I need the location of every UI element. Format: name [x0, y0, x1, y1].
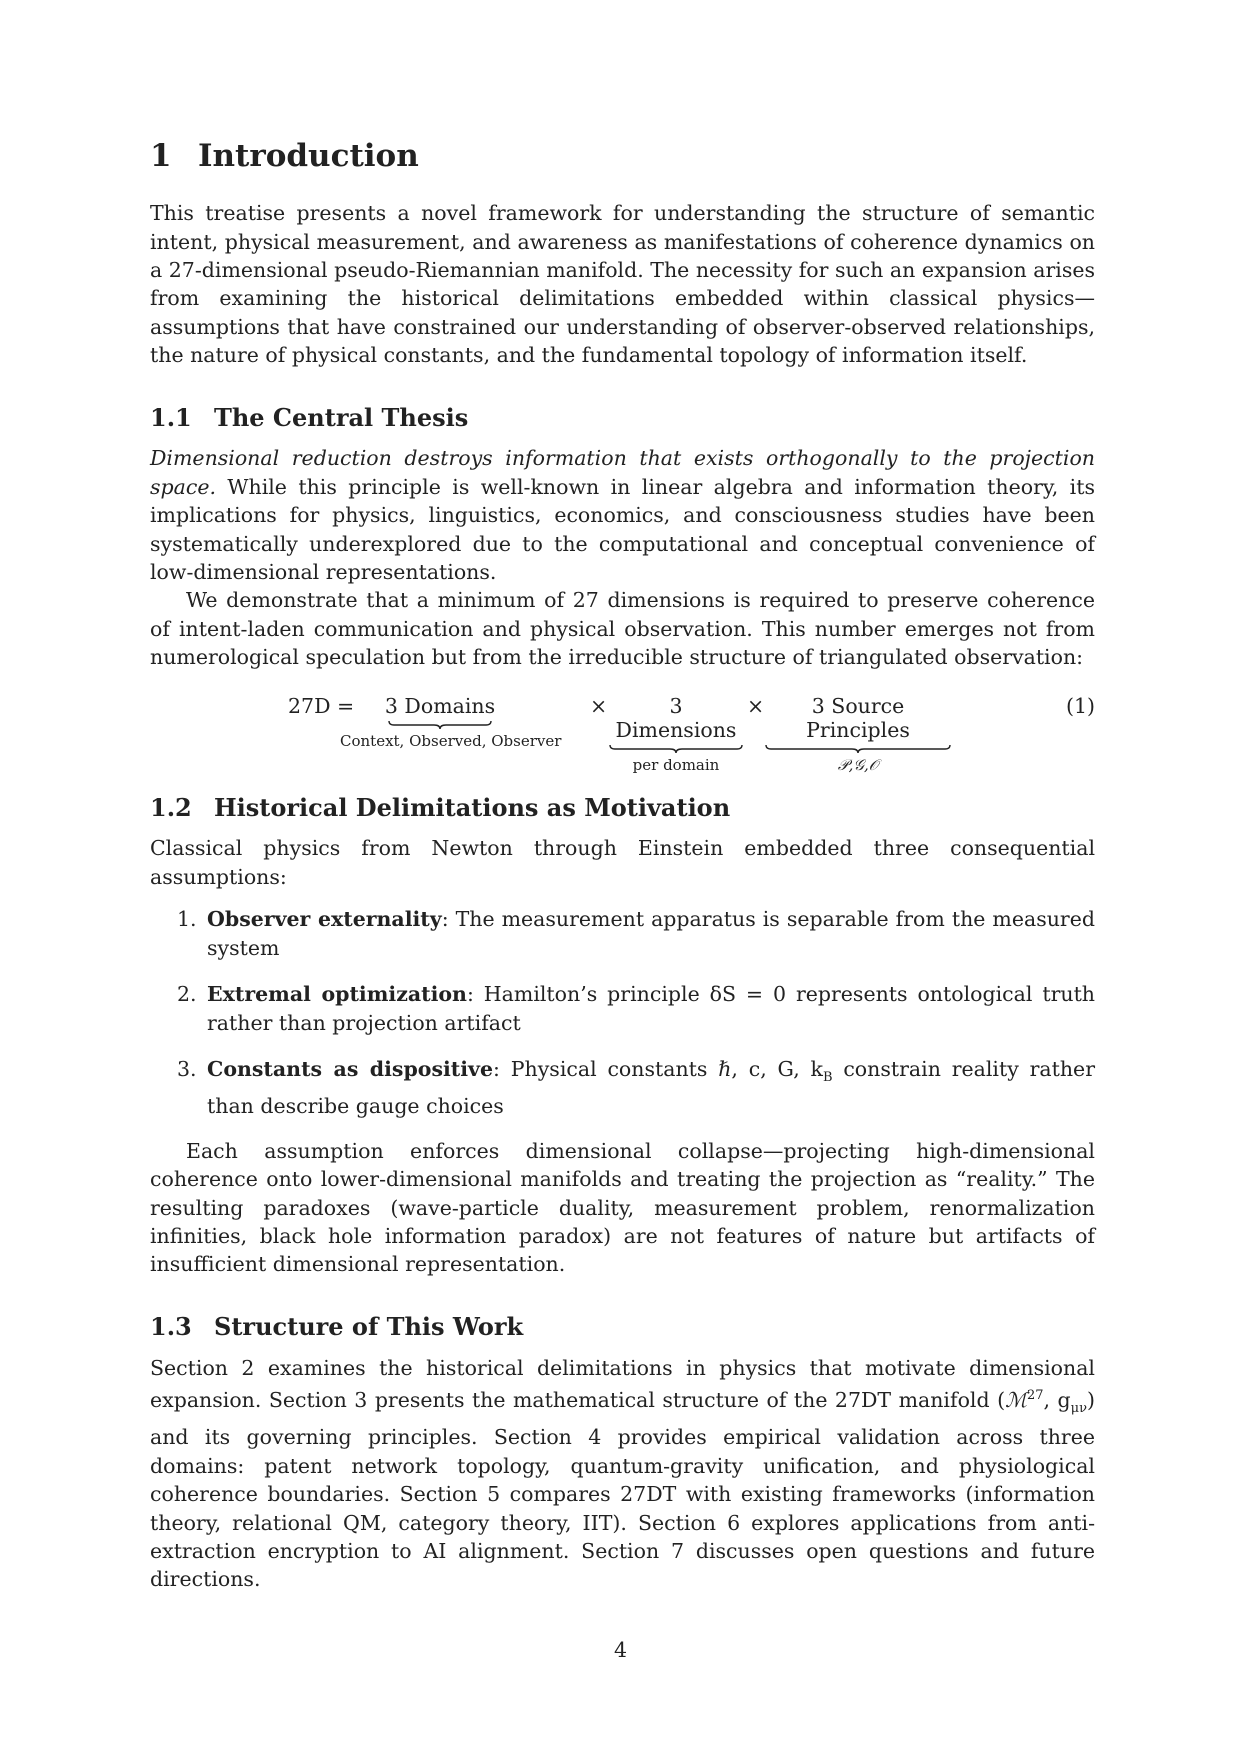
structure-paragraph: Section 2 examines the historical delimitations in physics that motivate dimensional expansion. Section 3 presents the mathematical structure of the 27DT manifold (ℳ$^{27}$, $g_{\mu\nu}$) and its governing principles. Section 4 provides empirical validation across three domains: patent network topology, quantum-gravity unification, and physiological coherence boundaries. Section 5 compares 27DT with existing frameworks (information theory, relational QM, category theory, IIT). Section 6 explores applications from anti-extraction encryption to AI alignment. Section 7 discusses open questions and future directions. — [150, 1355, 1096, 1592]
subsection-title: Historical Delimitations as Motivation — [214, 792, 731, 822]
equation-term-dimensions: 3 Dimensions per domain — [606, 694, 746, 774]
subsection-number: 1.2 — [150, 792, 192, 822]
list-item: 3. Constants as dispositive: Physical constants ℏ, c, G, $k_B$ constrain reality rather than describe gauge choices — [177, 1056, 1095, 1119]
section-number: 1 — [150, 138, 172, 174]
subsection-heading-1-3 — [150, 1313, 1095, 1342]
intro-paragraph: This treatise presents a novel framework for understanding the structure of semantic intent, physical measurement, and awareness as manifestations of coherence dynamics on a 27-dimensional pseudo-Riemannian manifold. The necessity for such an expansion arises from examining the historical delimitations embedded within classical physics—assumptions that have constrained our understanding of observer-observed relationships, the nature of physical constants, and the fundamental topology of information itself. — [150, 201, 1095, 368]
thesis-paragraph — [150, 444, 1095, 586]
times-symbol-2: × — [747, 693, 765, 718]
thesis-statement: Dimensional reduction destroys information that exists orthogonally to the projection space. — [150, 446, 1095, 499]
subsection-title: Structure of This Work — [214, 1311, 524, 1341]
equation-1 — [150, 688, 1095, 774]
underbrace-icon — [609, 744, 743, 754]
assumptions-lead: Classical physics from Newton through Einstein embedded three consequential assumptions: — [150, 836, 1095, 889]
thesis-rest: While this principle is well-known in linear algebra and information theory, its implications for physics, linguistics, economics, and consciousness studies have been systematically underexplored due to the computational and conceptual convenience of low-dimensional representations. — [150, 474, 1095, 585]
underbrace-icon — [765, 744, 951, 754]
subsection-number: 1.3 — [150, 1311, 192, 1341]
assumptions-closing: Each assumption enforces dimensional collapse—projecting high-dimensional coherence onto lower-dimensional manifolds and treating the projection as “reality.” The resulting paradoxes (wave-particle duality, measurement problem, renormalization infinities, black hole information paradox) are not features of nature but artifacts of insufficient dimensional representation. — [150, 1138, 1095, 1277]
section-title: Introduction — [198, 138, 419, 174]
subsection-heading-1-1 — [150, 404, 1095, 433]
thesis-paragraph-2: We demonstrate that a minimum of 27 dimensions is required to preserve coherence of intent-laden communication and physical observation. This number emerges not from numerological speculation but from the irreducible structure of triangulated observation: — [150, 588, 1095, 670]
assumptions-list — [150, 905, 1095, 1121]
subsection-title: The Central Thesis — [214, 402, 469, 432]
times-symbol-1: × — [590, 693, 608, 718]
equation-lhs: 27D = — [288, 693, 355, 718]
equation-term-principles: 3 Source Principles 𝒫,𝒢,𝒪 — [763, 694, 953, 774]
list-item: 1. Observer externality: The measurement apparatus is separable from the measured system — [177, 907, 1095, 960]
underbrace-icon — [388, 720, 492, 730]
subsection-number: 1.1 — [150, 402, 192, 432]
list-item: 2. Extremal optimization: Hamilton’s principle δS = 0 represents ontological truth rather than projection artifact — [177, 982, 1096, 1035]
section-heading — [150, 138, 1095, 175]
equation-term-domains: 3 Domains Context, Observed, Observer — [340, 693, 562, 750]
equation-number: (1) — [1065, 693, 1095, 718]
page-content — [150, 138, 1095, 1594]
page-number: 4 — [613, 1638, 628, 1662]
subsection-heading-1-2 — [150, 794, 1095, 823]
